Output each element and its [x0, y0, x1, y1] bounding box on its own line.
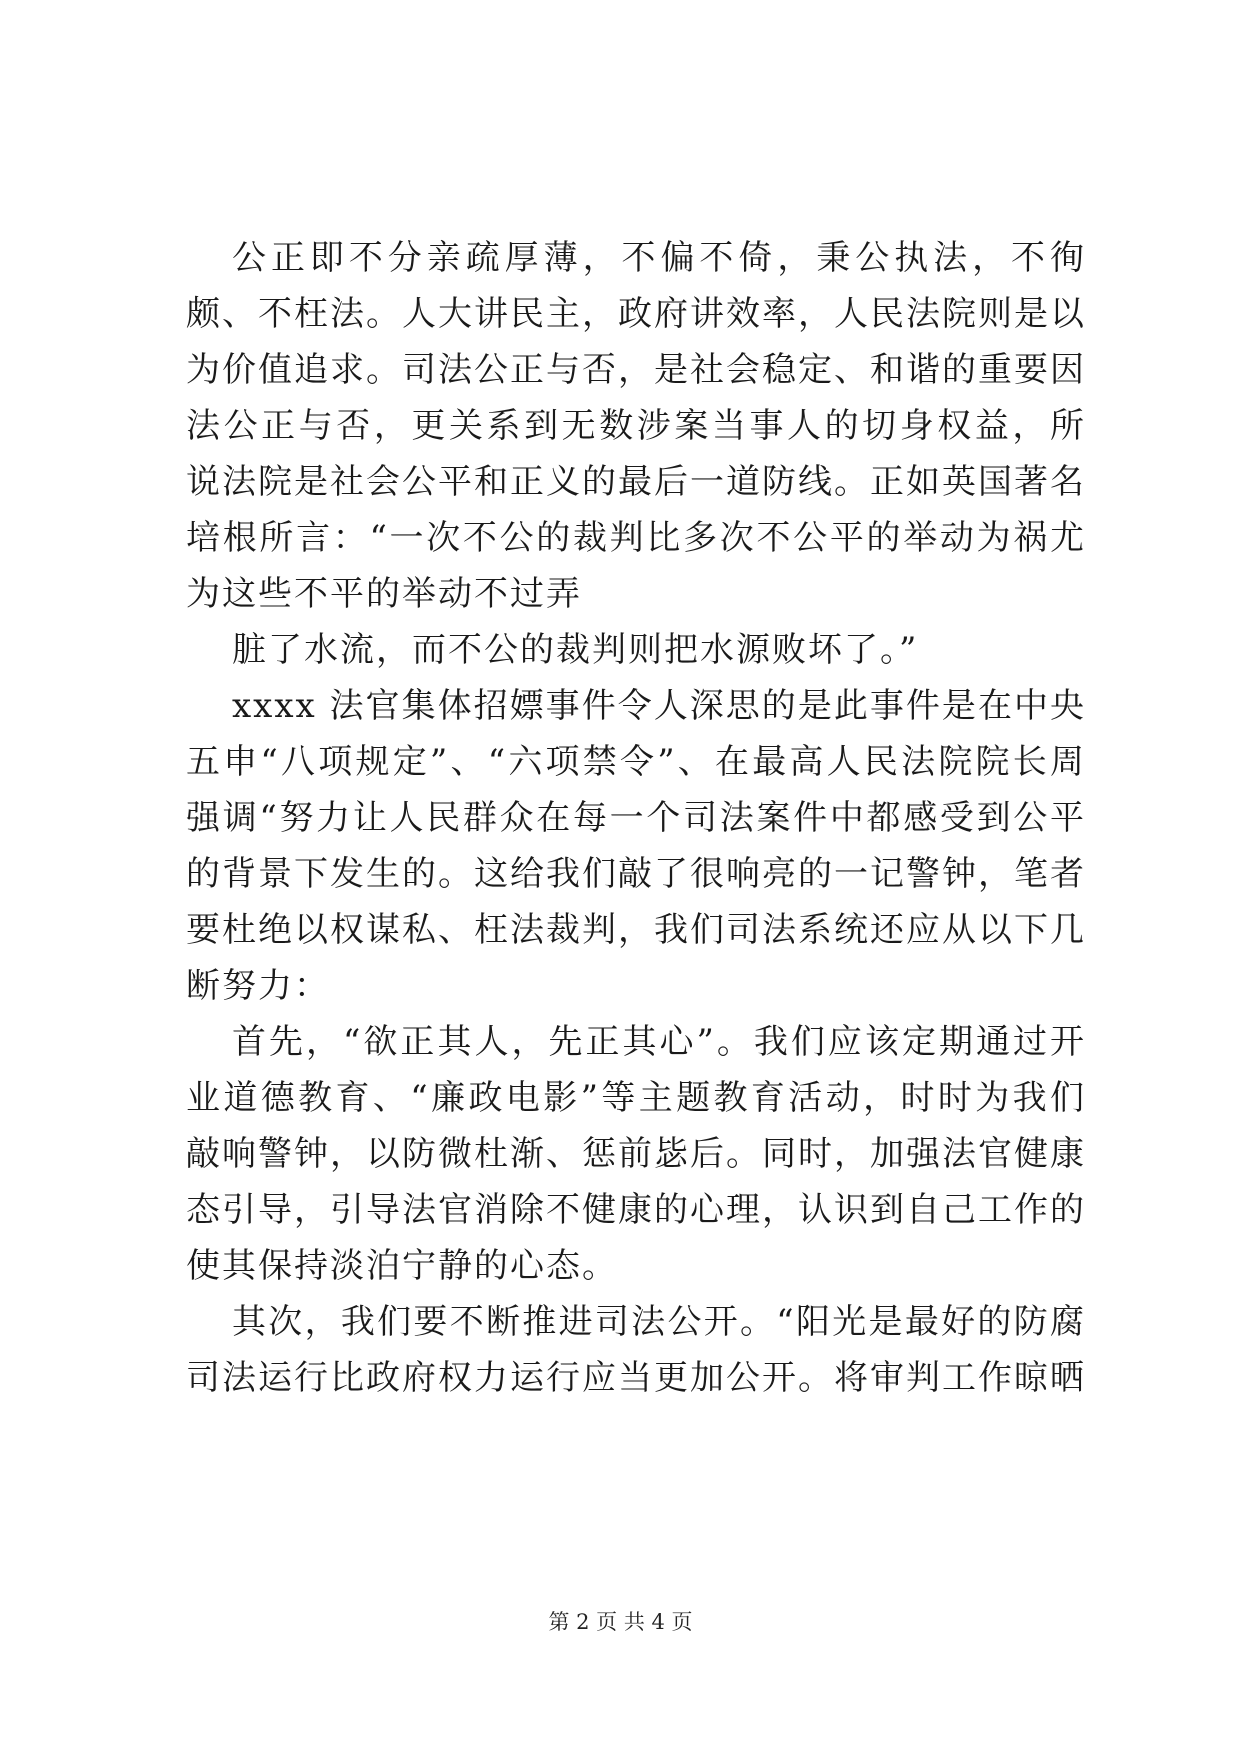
body-text — [186, 230, 1086, 1406]
paragraph-3-line-4: 的背景下发生的。这给我们敲了很响亮的一记警钟，笔者 — [186, 854, 1086, 894]
paragraph-1-line-4: 法公正与否，更关系到无数涉案当事人的切身权益，所 — [186, 406, 1086, 446]
paragraph-4-line-2: 业道德教育、“廉政电影”等主题教育活动，时时为我们 — [186, 1078, 1086, 1118]
paragraph-3-line-1: xxxx 法官集体招嫖事件令人深思的是此事件是在中央 — [232, 686, 1086, 726]
paragraph-1-line-3: 为价值追求。司法公正与否，是社会稳定、和谐的重要因 — [186, 350, 1086, 390]
paragraph-3-line-3: 强调“努力让人民群众在每一个司法案件中都感受到公平 — [186, 798, 1086, 838]
paragraph-5-line-2: 司法运行比政府权力运行应当更加公开。将审判工作晾晒 — [186, 1358, 1086, 1398]
paragraph-3-line-6: 断努力： — [186, 966, 330, 1006]
page-number: 第 2 页 共 4 页 — [548, 1610, 693, 1634]
paragraph-4-line-4: 态引导，引导法官消除不健康的心理，认识到自己工作的 — [186, 1190, 1086, 1230]
paragraph-3-line-5: 要杜绝以权谋私、枉法裁判，我们司法系统还应从以下几 — [186, 910, 1086, 950]
paragraph-1-line-2: 颇、不枉法。人大讲民主，政府讲效率，人民法院则是以 — [186, 294, 1086, 334]
paragraph-4-line-5: 使其保持淡泊宁静的心态。 — [186, 1246, 618, 1286]
paragraph-1-line-6: 培根所言：“一次不公的裁判比多次不公平的举动为祸尤 — [186, 518, 1086, 558]
paragraph-3-line-2: 五申“八项规定”、“六项禁令”、在最高人民法院院长周 — [186, 742, 1086, 782]
paragraph-1-line-1: 公正即不分亲疏厚薄，不偏不倚，秉公执法，不徇 — [232, 238, 1086, 278]
page-footer — [0, 1608, 1241, 1636]
paragraph-4-line-3: 敲响警钟，以防微杜渐、惩前毖后。同时，加强法官健康 — [186, 1134, 1086, 1174]
paragraph-2-line-1: 脏了水流，而不公的裁判则把水源败坏了。” — [232, 630, 919, 670]
paragraph-1-line-7: 为这些不平的举动不过弄 — [186, 574, 582, 614]
paragraph-4-line-1: 首先，“欲正其人，先正其心”。我们应该定期通过开 — [232, 1022, 1086, 1062]
paragraph-5-line-1: 其次，我们要不断推进司法公开。“阳光是最好的防腐 — [232, 1302, 1086, 1342]
paragraph-1-line-5: 说法院是社会公平和正义的最后一道防线。正如英国著名 — [186, 462, 1086, 502]
